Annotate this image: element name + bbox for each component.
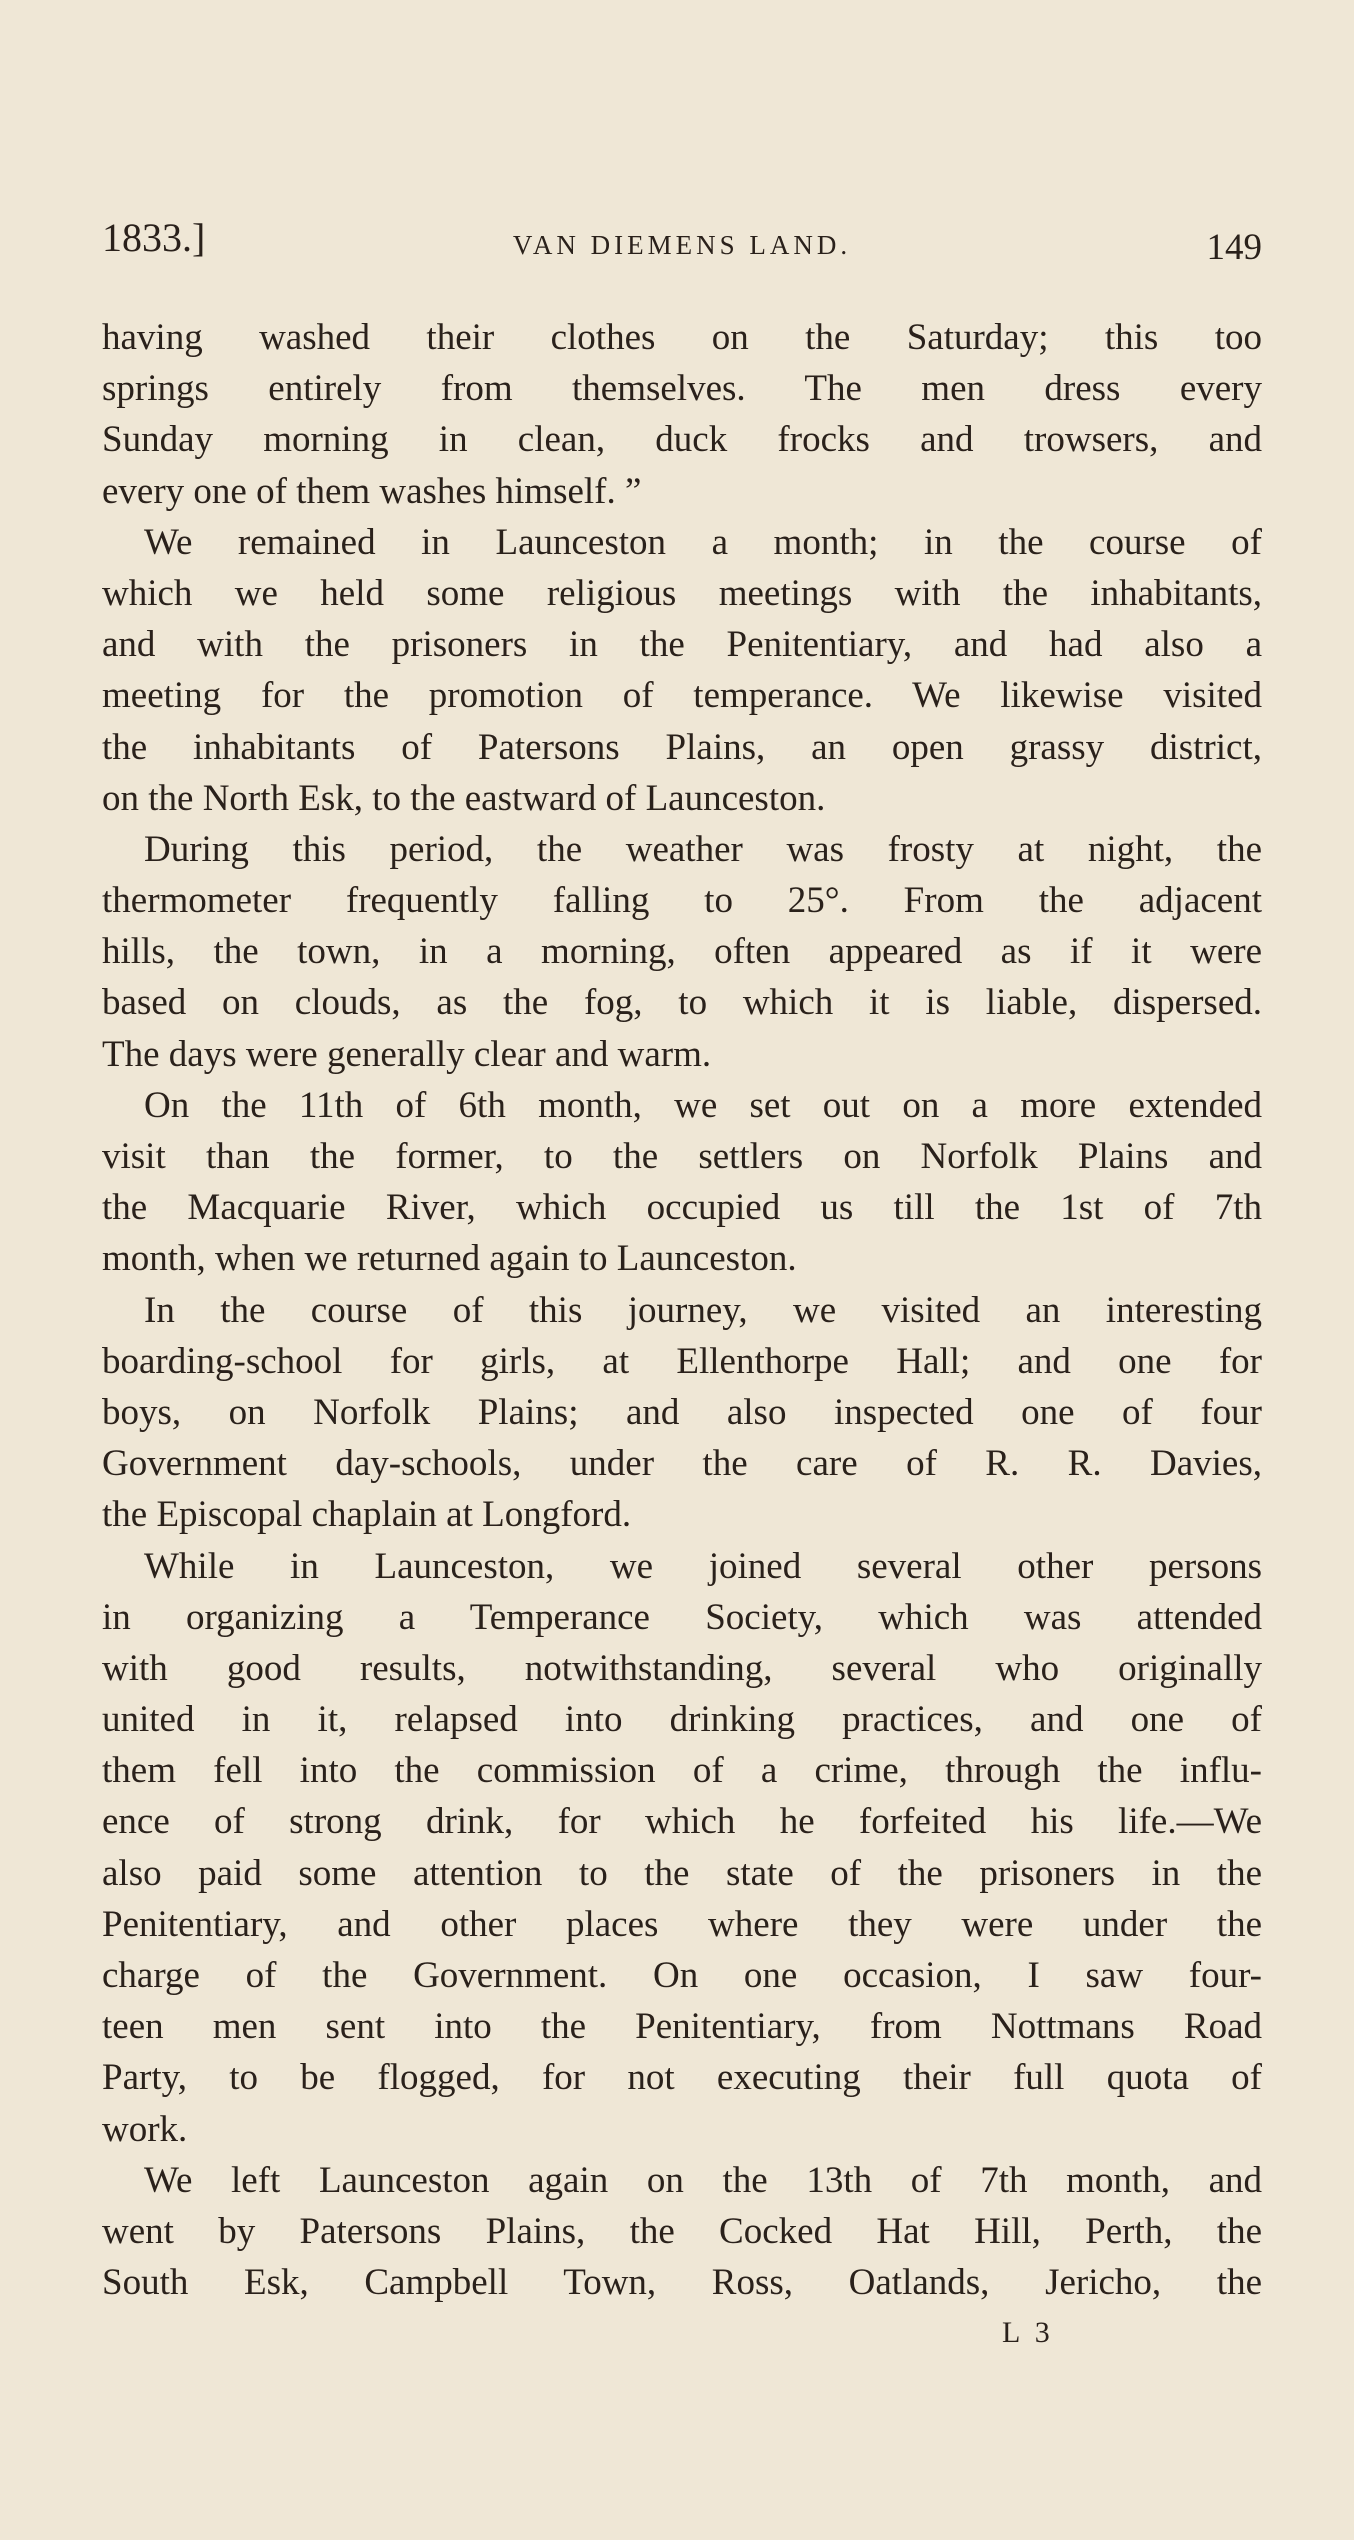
text-line: teen men sent into the Penitentiary, from Nottmans Road [102, 2006, 1262, 2048]
page-number: 149 [1206, 227, 1262, 268]
text-line: springs entirely from themselves. The men dress every [102, 368, 1262, 410]
text-line: on the North Esk, to the eastward of Launceston. [102, 777, 826, 819]
text-line: boys, on Norfolk Plains; and also inspected one of four [102, 1391, 1262, 1433]
header-year: 1833.] [102, 215, 206, 260]
text-line: The days were generally clear and warm. [102, 1033, 712, 1075]
text-line: the Macquarie River, which occupied us till the 1st of 7th [102, 1187, 1262, 1229]
text-line: thermometer frequently falling to 25°. From the adjacent [102, 880, 1262, 922]
text-line: having washed their clothes on the Saturday; this too [102, 317, 1262, 358]
text-line: While in Launceston, we joined several other persons [144, 1545, 1262, 1587]
text-line: which we held some religious meetings with the inhabitants, [102, 572, 1262, 614]
text-line: During this period, the weather was frosty at night, the [144, 828, 1262, 870]
body-text [102, 312, 1262, 2308]
text-line: work. [102, 2108, 188, 2150]
text-line: the Episcopal chaplain at Longford. [102, 1494, 632, 1536]
text-line: and with the prisoners in the Penitentiary, and had also a [102, 624, 1262, 666]
text-line: united in it, relapsed into drinking practices, and one of [102, 1699, 1262, 1741]
text-line: In the course of this journey, we visited an interesting [144, 1289, 1262, 1331]
text-line: meeting for the promotion of temperance. We likewise visited [102, 675, 1262, 717]
text-line: every one of them washes himself. ” [102, 470, 642, 512]
text-line: the inhabitants of Patersons Plains, an open grassy district, [102, 726, 1262, 768]
text-line: We left Launceston again on the 13th of 7th month, and [144, 2159, 1262, 2201]
text-line: Penitentiary, and other places where they were under the [102, 1903, 1262, 1945]
text-line: them fell into the commission of a crime, through the influ- [102, 1750, 1262, 1792]
text-line: in organizing a Temperance Society, which was attended [102, 1596, 1262, 1638]
running-header [102, 214, 1262, 274]
text-line: Party, to be flogged, for not executing their full quota of [102, 2057, 1262, 2099]
text-line: month, when we returned again to Launceston. [102, 1238, 797, 1280]
text-line: with good results, notwithstanding, several who originally [102, 1647, 1262, 1689]
text-line: boarding-school for girls, at Ellenthorpe Hall; and one for [102, 1340, 1262, 1382]
text-line: charge of the Government. On one occasion, I saw four- [102, 1955, 1262, 1996]
text-line: hills, the town, in a morning, often appeared as if it were [102, 931, 1262, 973]
text-line: South Esk, Campbell Town, Ross, Oatlands, Jericho, the [102, 2262, 1262, 2304]
header-title: VAN DIEMENS LAND. [512, 230, 852, 260]
text-line: went by Patersons Plains, the Cocked Hat Hill, Perth, the [102, 2210, 1262, 2252]
text-line: visit than the former, to the settlers on Norfolk Plains and [102, 1136, 1262, 1177]
text-line: based on clouds, as the fog, to which it is liable, dispersed. [102, 982, 1262, 1024]
text-line: ence of strong drink, for which he forfeited his life.—We [102, 1801, 1262, 1843]
text-line: Sunday morning in clean, duck frocks and trowsers, and [102, 419, 1262, 461]
text-line: We remained in Launceston a month; in the course of [144, 521, 1262, 563]
text-line: Government day-schools, under the care of R. R. Davies, [102, 1443, 1262, 1485]
text-line: also paid some attention to the state of the prisoners in the [102, 1852, 1262, 1894]
signature-mark: L 3 [1002, 2316, 1054, 2349]
text-line: On the 11th of 6th month, we set out on a more extended [144, 1084, 1262, 1126]
